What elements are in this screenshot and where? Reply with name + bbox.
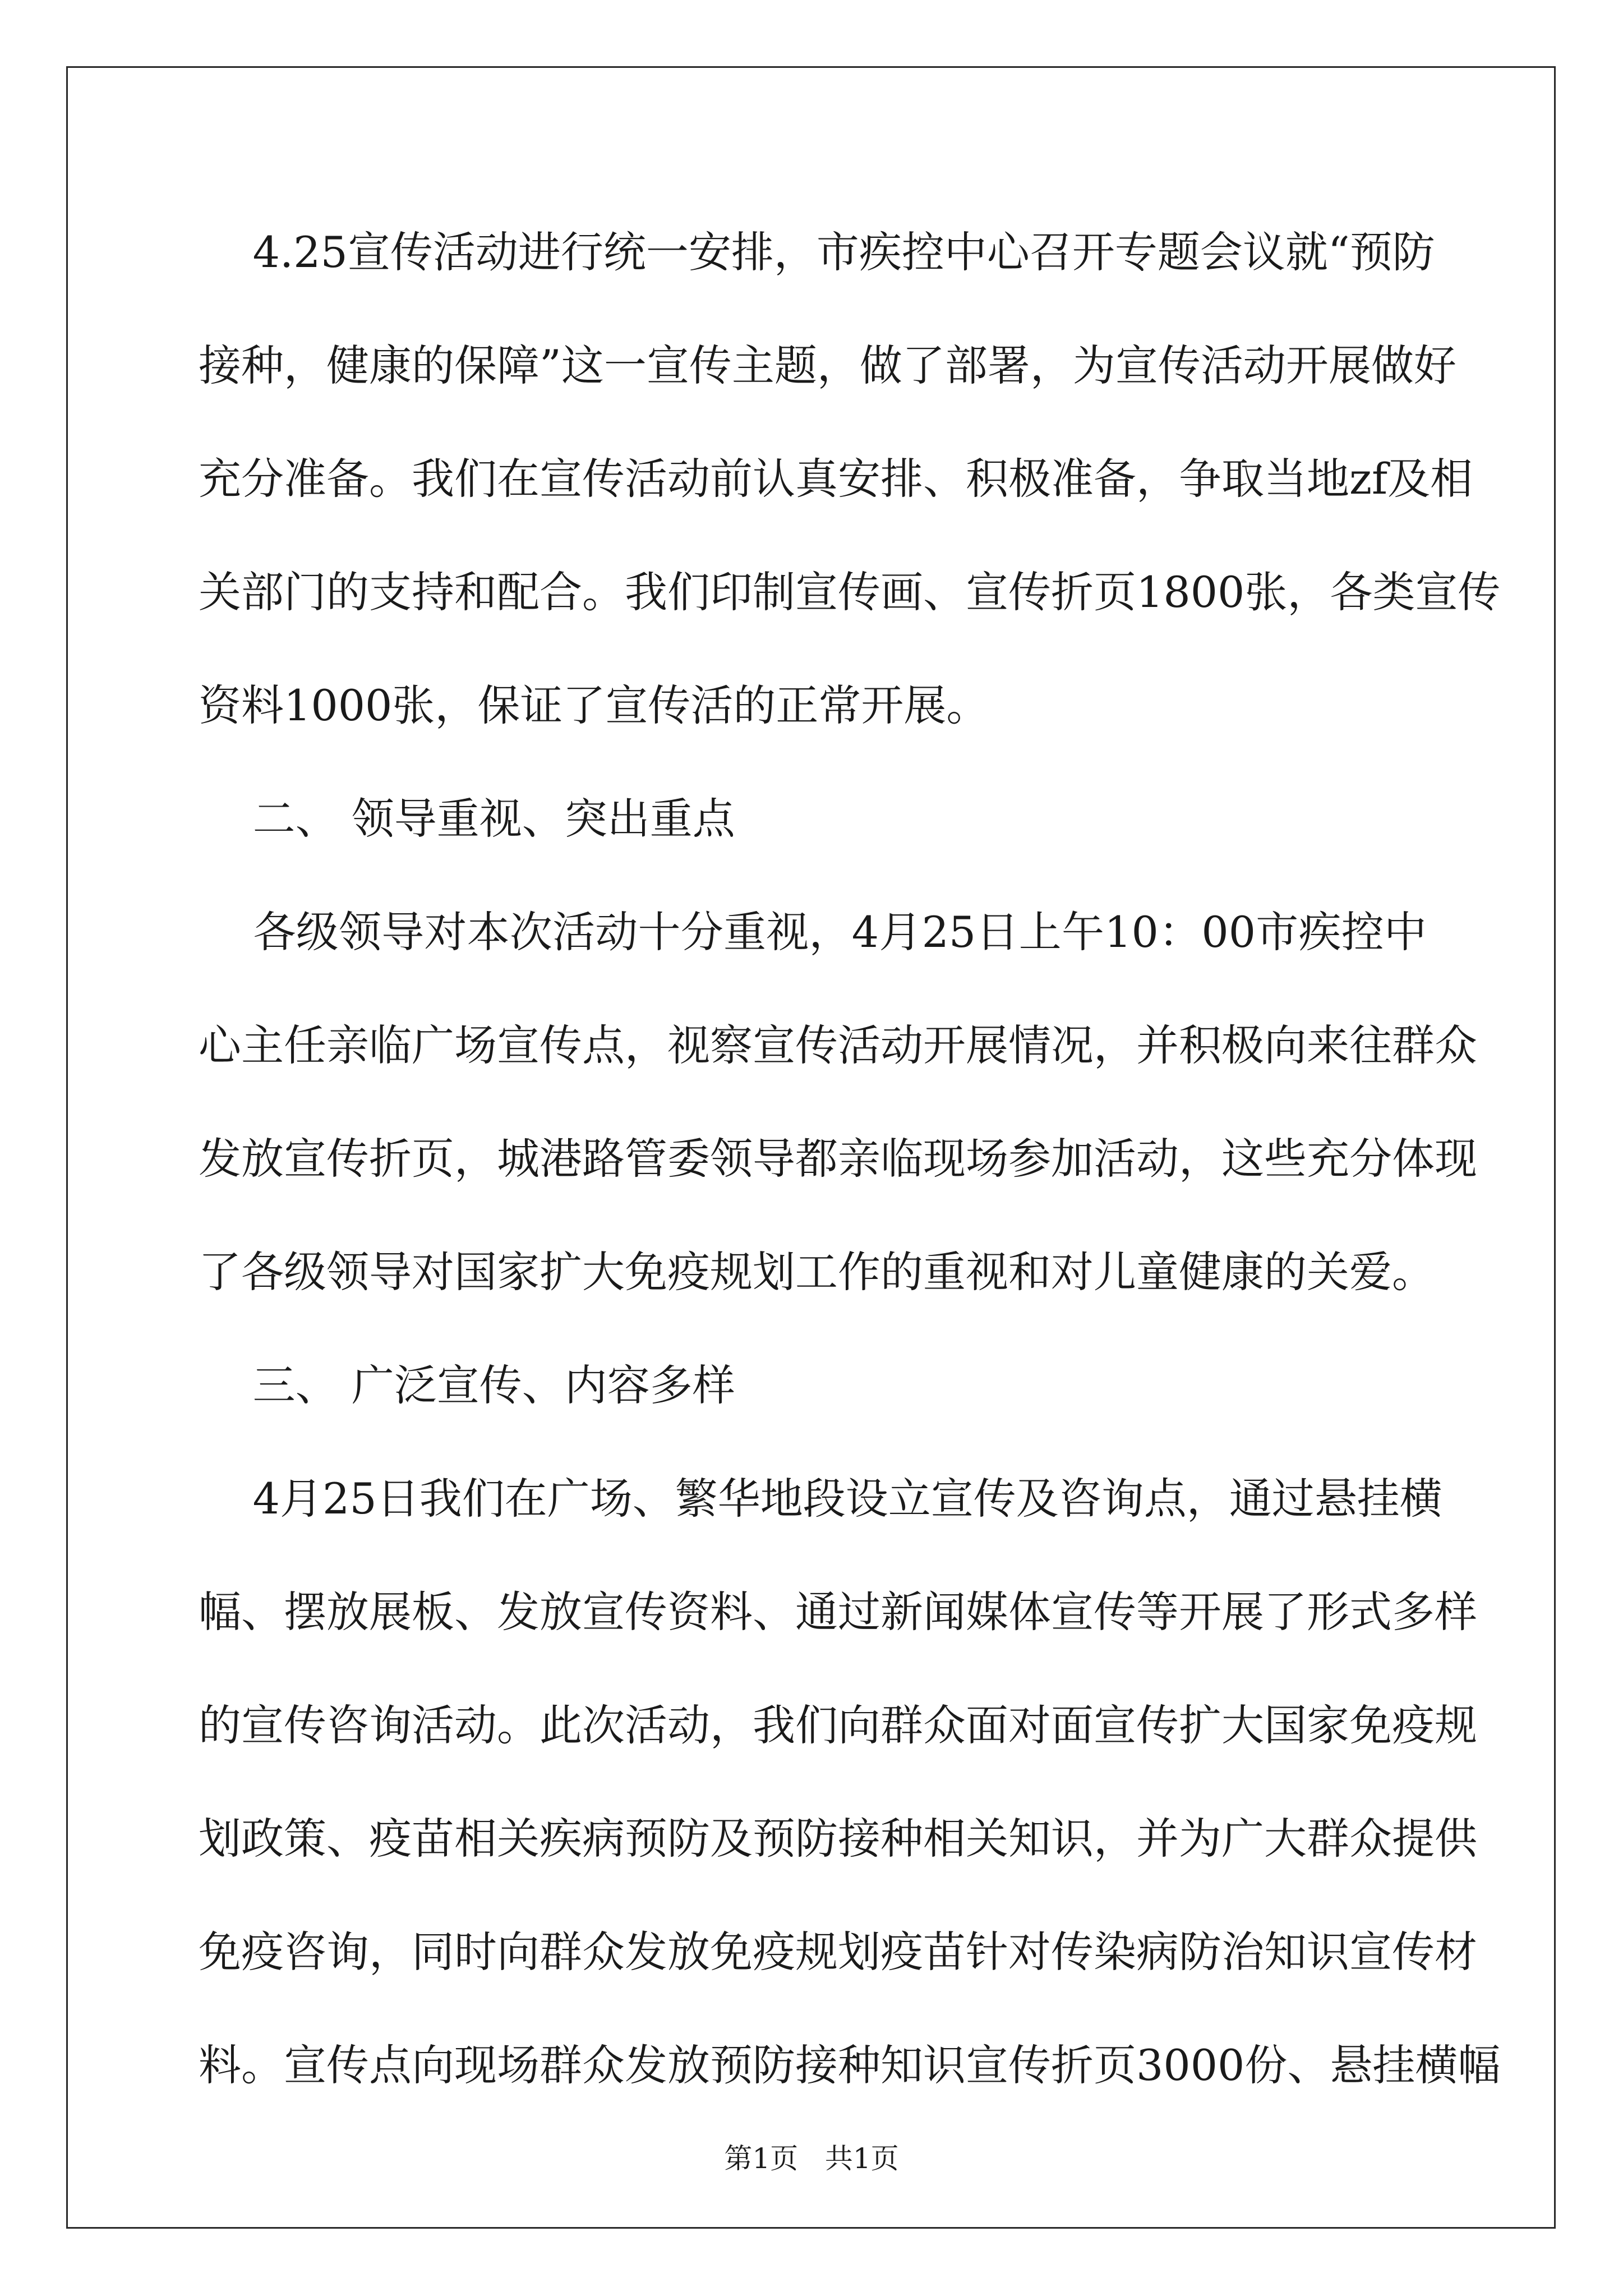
section-heading: 二、 领导重视、突出重点 [199, 794, 735, 844]
paragraph-line: 幅、摆放展板、发放宣传资料、通过新闻媒体宣传等开展了形式多样 [199, 1587, 1477, 1637]
paragraph-line: 接种，健康的保障”这一宣传主题，做了部署，为宣传活动开展做好 [199, 341, 1456, 390]
paragraph-line: 的宣传咨询活动。此次活动，我们向群众面对面宣传扩大国家免疫规 [199, 1700, 1477, 1750]
paragraph-line: 4月25日我们在广场、繁华地段设立宣传及咨询点，通过悬挂横 [199, 1474, 1442, 1524]
paragraph-line: 资料1000张，保证了宣传活的正常开展。 [199, 680, 989, 730]
page-number: 第1页 共1页 [724, 2142, 899, 2175]
paragraph-line: 关部门的支持和配合。我们印制宣传画、宣传折页1800张，各类宣传 [199, 567, 1501, 617]
paragraph-line: 了各级领导对国家扩大免疫规划工作的重视和对儿童健康的关爱。 [199, 1247, 1435, 1297]
paragraph-line: 各级领导对本次活动十分重视，4月25日上午10：00市疾控中 [199, 907, 1427, 957]
paragraph-line: 发放宣传折页，城港路管委领导都亲临现场参加活动，这些充分体现 [199, 1134, 1477, 1184]
paragraph-line: 划政策、疫苗相关疾病预防及预防接种相关知识，并为广大群众提供 [199, 1814, 1477, 1864]
section-heading: 三、 广泛宣传、内容多样 [199, 1360, 735, 1410]
paragraph-line: 4.25宣传活动进行统一安排，市疾控中心召开专题会议就“预防 [199, 227, 1435, 277]
paragraph-line: 充分准备。我们在宣传活动前认真安排、积极准备，争取当地zf及相 [199, 454, 1473, 504]
paragraph-line: 料。宣传点向现场群众发放预防接种知识宣传折页3000份、悬挂横幅 [199, 2040, 1501, 2090]
paragraph-line: 免疫咨询，同时向群众发放免疫规划疫苗针对传染病防治知识宣传材 [199, 1927, 1477, 1977]
paragraph-line: 心主任亲临广场宣传点，视察宣传活动开展情况，并积极向来往群众 [199, 1020, 1477, 1070]
